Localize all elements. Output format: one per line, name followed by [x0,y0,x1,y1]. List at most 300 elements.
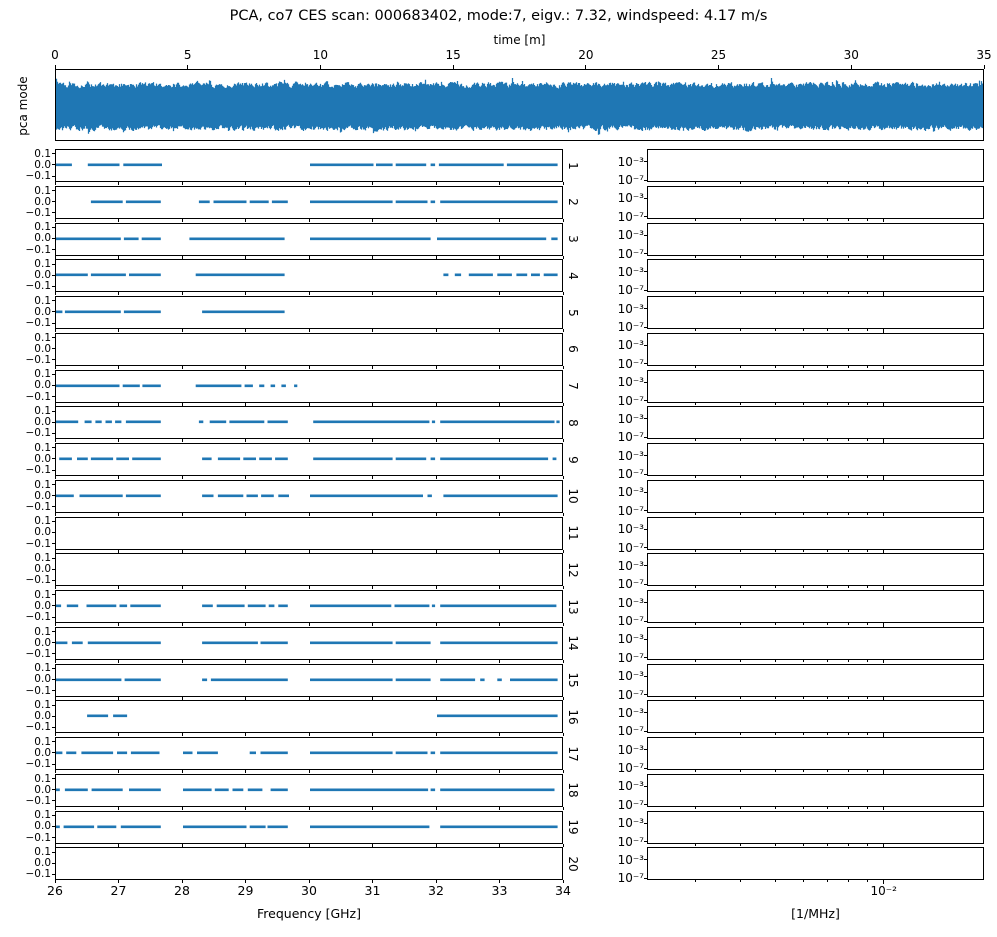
spectrum-panel-row-3 [647,223,984,256]
log-xtick-minor [740,880,741,882]
log-ytick-label: 10⁻³ [617,742,644,757]
row-number-label: 14 [566,635,580,651]
xtick [499,329,500,332]
log-xtick-minor [695,256,696,258]
log-ytick [644,602,647,603]
log-ytick-label: 10⁻⁷ [617,577,644,592]
xtick [309,219,310,222]
log-xtick-minor [775,513,776,515]
log-xtick-minor [803,880,804,882]
log-ytick-label: 10⁻⁷ [617,246,644,261]
ytick-label: 0.1 [34,662,51,675]
log-xtick-minor [695,403,696,405]
freq-mask-trace-row-16 [56,701,562,732]
ytick [52,789,55,790]
xtick [563,733,564,736]
xtick [372,660,373,663]
log-ytick-label: 10⁻⁷ [617,650,644,665]
ytick-label: 0.1 [34,368,51,381]
ytick-label: −0.1 [25,169,51,182]
log-ytick-label: 10⁻³ [617,632,644,647]
row-number-label: 1 [566,161,580,170]
log-xtick-minor [740,770,741,772]
ytick [52,605,55,606]
ytick-label: −0.1 [25,243,51,256]
xtick [499,733,500,736]
freq-mask-trace-row-4 [56,260,562,291]
row-number-label: 17 [566,745,580,762]
xtick [436,182,437,185]
xtick [372,623,373,626]
freq-panel-row-3 [55,223,563,256]
xtick [182,403,183,406]
log-xtick-minor [740,403,741,405]
freq-panel-row-20 [55,847,563,880]
xtick [436,439,437,442]
ytick [52,153,55,154]
log-ytick-label: 10⁻⁷ [617,173,644,188]
log-xtick-minor [803,623,804,625]
log-ytick [644,474,647,475]
log-xtick-minor [775,256,776,258]
ytick-label: 0.0 [34,783,51,796]
log-xtick-minor [827,513,828,515]
log-ytick-label: 10⁻³ [617,301,644,316]
xtick [436,550,437,553]
log-xtick-minor [740,733,741,735]
log-xtick-minor [848,476,849,478]
ytick [52,716,55,717]
xtick [563,586,564,589]
ytick [52,852,55,853]
log-xtick-minor [827,329,828,331]
ytick [52,826,55,827]
xtick [182,697,183,700]
xtick [499,697,500,700]
xtick [55,182,56,185]
xtick [182,844,183,847]
row-number-label: 19 [566,819,580,835]
log-ytick [644,694,647,695]
ytick [52,264,55,265]
log-ytick [644,345,647,346]
spectrum-panel-row-17 [647,737,984,770]
log-ytick [644,565,647,566]
time-tick-label: 5 [183,48,192,62]
log-ytick [644,216,647,217]
figure-title: PCA, co7 CES scan: 000683402, mode:7, eigv.: 7.32, windspeed: 4.17 m/s [229,8,768,24]
log-ytick [644,621,647,622]
log-xtick-minor [695,880,696,882]
log-xtick-minor [695,513,696,515]
xtick [182,550,183,553]
ytick [52,411,55,412]
ytick-label: 0.0 [34,379,51,392]
ytick [52,374,55,375]
log-xtick-minor [803,292,804,294]
xtick [118,660,119,663]
xtick [182,660,183,663]
xtick [563,256,564,259]
ytick-label: 0.1 [34,551,51,564]
xtick [245,476,246,479]
log-ytick [644,235,647,236]
xtick [55,770,56,773]
log-ytick-label: 10⁻³ [617,779,644,794]
log-ytick-label: 10⁻³ [617,595,644,610]
xtick [436,623,437,626]
log-xtick-minor [775,586,776,588]
ytick [52,348,55,349]
log-ytick-label: 10⁻⁷ [617,356,644,371]
log-xtick-minor [775,476,776,478]
ytick [52,679,55,680]
log-xtick-minor [775,770,776,772]
log-xtick-minor [827,660,828,662]
log-ytick-label: 10⁻⁷ [617,761,644,776]
log-xtick-minor [827,733,828,735]
log-xtick-minor [827,403,828,405]
xtick [55,256,56,259]
xtick [372,550,373,553]
log-xtick-minor [867,660,868,662]
log-ytick [644,363,647,364]
log-xtick-minor [827,880,828,882]
log-xtick-minor [867,403,868,405]
xtick [499,403,500,406]
log-ytick-label: 10⁻⁷ [617,797,644,812]
ytick [52,396,55,397]
ytick-label: 0.1 [34,221,51,234]
pca-mode-ylabel: pca mode [16,76,30,136]
log-xtick-minor [867,623,868,625]
time-tick-label: 10 [312,48,329,62]
xtick [563,219,564,222]
log-ytick-label: 10⁻⁷ [617,283,644,298]
log-ytick-label: 10⁻³ [617,191,644,206]
ytick-label: 0.0 [34,599,51,612]
xtick [372,366,373,369]
row-number-label: 15 [566,672,580,688]
log-xtick-minor [740,844,741,846]
xtick [55,476,56,479]
log-xtick-minor [867,807,868,809]
log-ytick-label: 10⁻³ [617,154,644,169]
xtick [118,476,119,479]
freq-panel-row-14 [55,627,563,660]
xtick [563,660,564,663]
ytick-label: 0.0 [34,746,51,759]
ytick-label: 0.0 [34,489,51,502]
log-ytick [644,308,647,309]
log-xtick-minor [775,219,776,221]
row-number-label: 12 [566,562,580,578]
ytick-label: 0.1 [34,441,51,454]
freq-mask-trace-row-6 [56,334,562,365]
log-xtick-minor [827,439,828,441]
ytick [52,495,55,496]
spectrum-panel-row-9 [647,443,984,476]
xtick [436,256,437,259]
log-xtick-minor [695,550,696,552]
xtick [563,182,564,185]
log-ytick [644,327,647,328]
ytick-label: −0.1 [25,757,51,770]
log-xtick-minor [740,329,741,331]
log-ytick [644,510,647,511]
freq-tick-label: 31 [364,883,381,898]
log-ytick [644,786,647,787]
ytick-label: 0.1 [34,404,51,417]
xtick [372,807,373,810]
ytick-label: 0.1 [34,809,51,822]
xtick [372,182,373,185]
log-ytick [644,529,647,530]
log-xtick-minor [740,586,741,588]
log-xtick-minor [848,770,849,772]
xtick [118,844,119,847]
xtick [182,292,183,295]
xtick [309,697,310,700]
freq-mask-trace-row-7 [56,371,562,402]
xtick [499,439,500,442]
freq-tick-label: 26 [47,883,63,898]
freq-mask-trace-row-15 [56,665,562,696]
xtick [563,476,564,479]
spectrum-panel-row-15 [647,664,984,697]
xtick [245,182,246,185]
log-ytick-label: 10⁻⁷ [617,834,644,849]
log-xtick-minor [803,697,804,699]
log-ytick-label: 10⁻³ [617,705,644,720]
log-xtick-minor [775,733,776,735]
ytick [52,741,55,742]
xtick [436,770,437,773]
row-number-label: 9 [566,455,580,464]
xtick [118,182,119,185]
ytick [52,778,55,779]
ytick-label: −0.1 [25,206,51,219]
log-xtick-minor [848,733,849,735]
log-xtick-minor [695,844,696,846]
spectrum-panel-row-11 [647,517,984,550]
log-ytick-label: 10⁻⁷ [617,467,644,482]
log-xtick-minor [848,292,849,294]
xtick [436,292,437,295]
xtick [118,256,119,259]
freq-mask-trace-row-9 [56,444,562,475]
row-number-label: 16 [566,709,580,725]
ytick-label: −0.1 [25,316,51,329]
xtick [499,182,500,185]
xtick [118,697,119,700]
xtick [309,182,310,185]
freq-mask-trace-row-12 [56,554,562,585]
xtick [245,807,246,810]
log-ytick-label: 10⁻⁷ [617,503,644,518]
xtick [372,292,373,295]
ytick-label: 0.0 [34,856,51,869]
xtick [182,586,183,589]
xtick [499,256,500,259]
log-xtick-minor [740,219,741,221]
freq-mask-trace-row-19 [56,812,562,843]
freq-tick-label: 32 [428,883,444,898]
log-ytick [644,198,647,199]
xtick [55,403,56,406]
log-xtick-minor [695,182,696,184]
ytick-label: 0.1 [34,515,51,528]
log-xtick-minor [775,844,776,846]
log-xtick-minor [775,292,776,294]
log-ytick-label: 10⁻⁷ [617,871,644,886]
xtick [309,439,310,442]
xtick [563,439,564,442]
xtick [372,697,373,700]
xtick [499,586,500,589]
log-ytick-label: 10⁻³ [617,228,644,243]
log-ytick-label: 10⁻⁷ [617,687,644,702]
ytick-label: 0.1 [34,184,51,197]
freq-tick-label: 30 [301,883,317,898]
log-xtick-minor [695,439,696,441]
xtick [372,439,373,442]
row-number-label: 10 [566,488,580,504]
xtick [309,807,310,810]
log-xtick-minor [695,366,696,368]
row-number-label: 4 [566,271,580,280]
ytick-label: 0.0 [34,305,51,318]
ytick [52,727,55,728]
log-xtick-minor [803,182,804,184]
log-ytick [644,161,647,162]
ytick-label: −0.1 [25,684,51,697]
log-ytick [644,437,647,438]
log-xtick-minor [695,697,696,699]
spectrum-panel-row-4 [647,259,984,292]
ytick-label: 0.1 [34,147,51,160]
log-ytick-label: 10⁻⁷ [617,393,644,408]
xtick [372,513,373,516]
spectrum-panel-row-10 [647,480,984,513]
time-tick-label: 30 [843,48,859,62]
xtick [563,292,564,295]
xtick [309,476,310,479]
log-ytick-label: 10⁻³ [617,448,644,463]
xtick [499,219,500,222]
pca-mode-noise-trace [56,70,983,140]
log-xtick-minor [803,660,804,662]
xtick [118,403,119,406]
ytick [52,521,55,522]
xtick [55,219,56,222]
log-xtick-minor [827,182,828,184]
xtick [245,329,246,332]
ytick [52,764,55,765]
ytick-label: 0.1 [34,735,51,748]
log-ytick-label: 10⁻³ [617,852,644,867]
log-xtick-minor [827,770,828,772]
ytick-label: 0.0 [34,526,51,539]
xtick [182,219,183,222]
log-xtick-minor [740,623,741,625]
log-xtick-minor [775,697,776,699]
ytick [52,863,55,864]
row-number-label: 13 [566,598,580,615]
ytick-label: −0.1 [25,794,51,807]
log-ytick [644,676,647,677]
freq-panel-row-5 [55,296,563,329]
log-ytick-label: 10⁻⁷ [617,209,644,224]
xtick [499,513,500,516]
log-xtick-minor [775,660,776,662]
ytick [52,543,55,544]
ytick [52,569,55,570]
log-ytick [644,547,647,548]
log-xtick-minor [775,623,776,625]
xtick [182,770,183,773]
log-xtick-minor [848,697,849,699]
xtick [245,844,246,847]
log-xtick-minor [848,513,849,515]
xtick [372,403,373,406]
log-xtick-minor [695,623,696,625]
log-major-tick-label: 10⁻² [870,884,897,898]
log-xtick-minor [848,403,849,405]
xtick [118,329,119,332]
xtick [182,476,183,479]
ytick [52,458,55,459]
xtick [436,844,437,847]
ytick-label: 0.0 [34,452,51,465]
log-ytick [644,382,647,383]
xtick [182,182,183,185]
xtick [499,292,500,295]
ytick [52,800,55,801]
freq-panel-row-13 [55,590,563,623]
xtick [118,807,119,810]
log-xtick-minor [803,329,804,331]
freq-panel-row-6 [55,333,563,366]
xtick [499,366,500,369]
log-xtick-minor [867,329,868,331]
log-ytick-label: 10⁻⁷ [617,540,644,555]
xtick [499,550,500,553]
freq-mask-trace-row-14 [56,628,562,659]
log-xtick-minor [775,807,776,809]
ytick-label: −0.1 [25,831,51,844]
xtick [372,476,373,479]
ytick [52,227,55,228]
xtick [55,660,56,663]
log-xtick-minor [827,476,828,478]
ytick-label: −0.1 [25,280,51,293]
ytick [52,201,55,202]
spectrum-panel-row-13 [647,590,984,623]
xtick [372,256,373,259]
xtick [118,623,119,626]
xtick [118,550,119,553]
log-xtick-minor [695,660,696,662]
spectrum-panel-row-8 [647,406,984,439]
ytick [52,212,55,213]
xtick [182,256,183,259]
xtick [436,660,437,663]
log-ytick [644,878,647,879]
xtick [245,513,246,516]
ytick [52,631,55,632]
log-xtick-minor [867,476,868,478]
